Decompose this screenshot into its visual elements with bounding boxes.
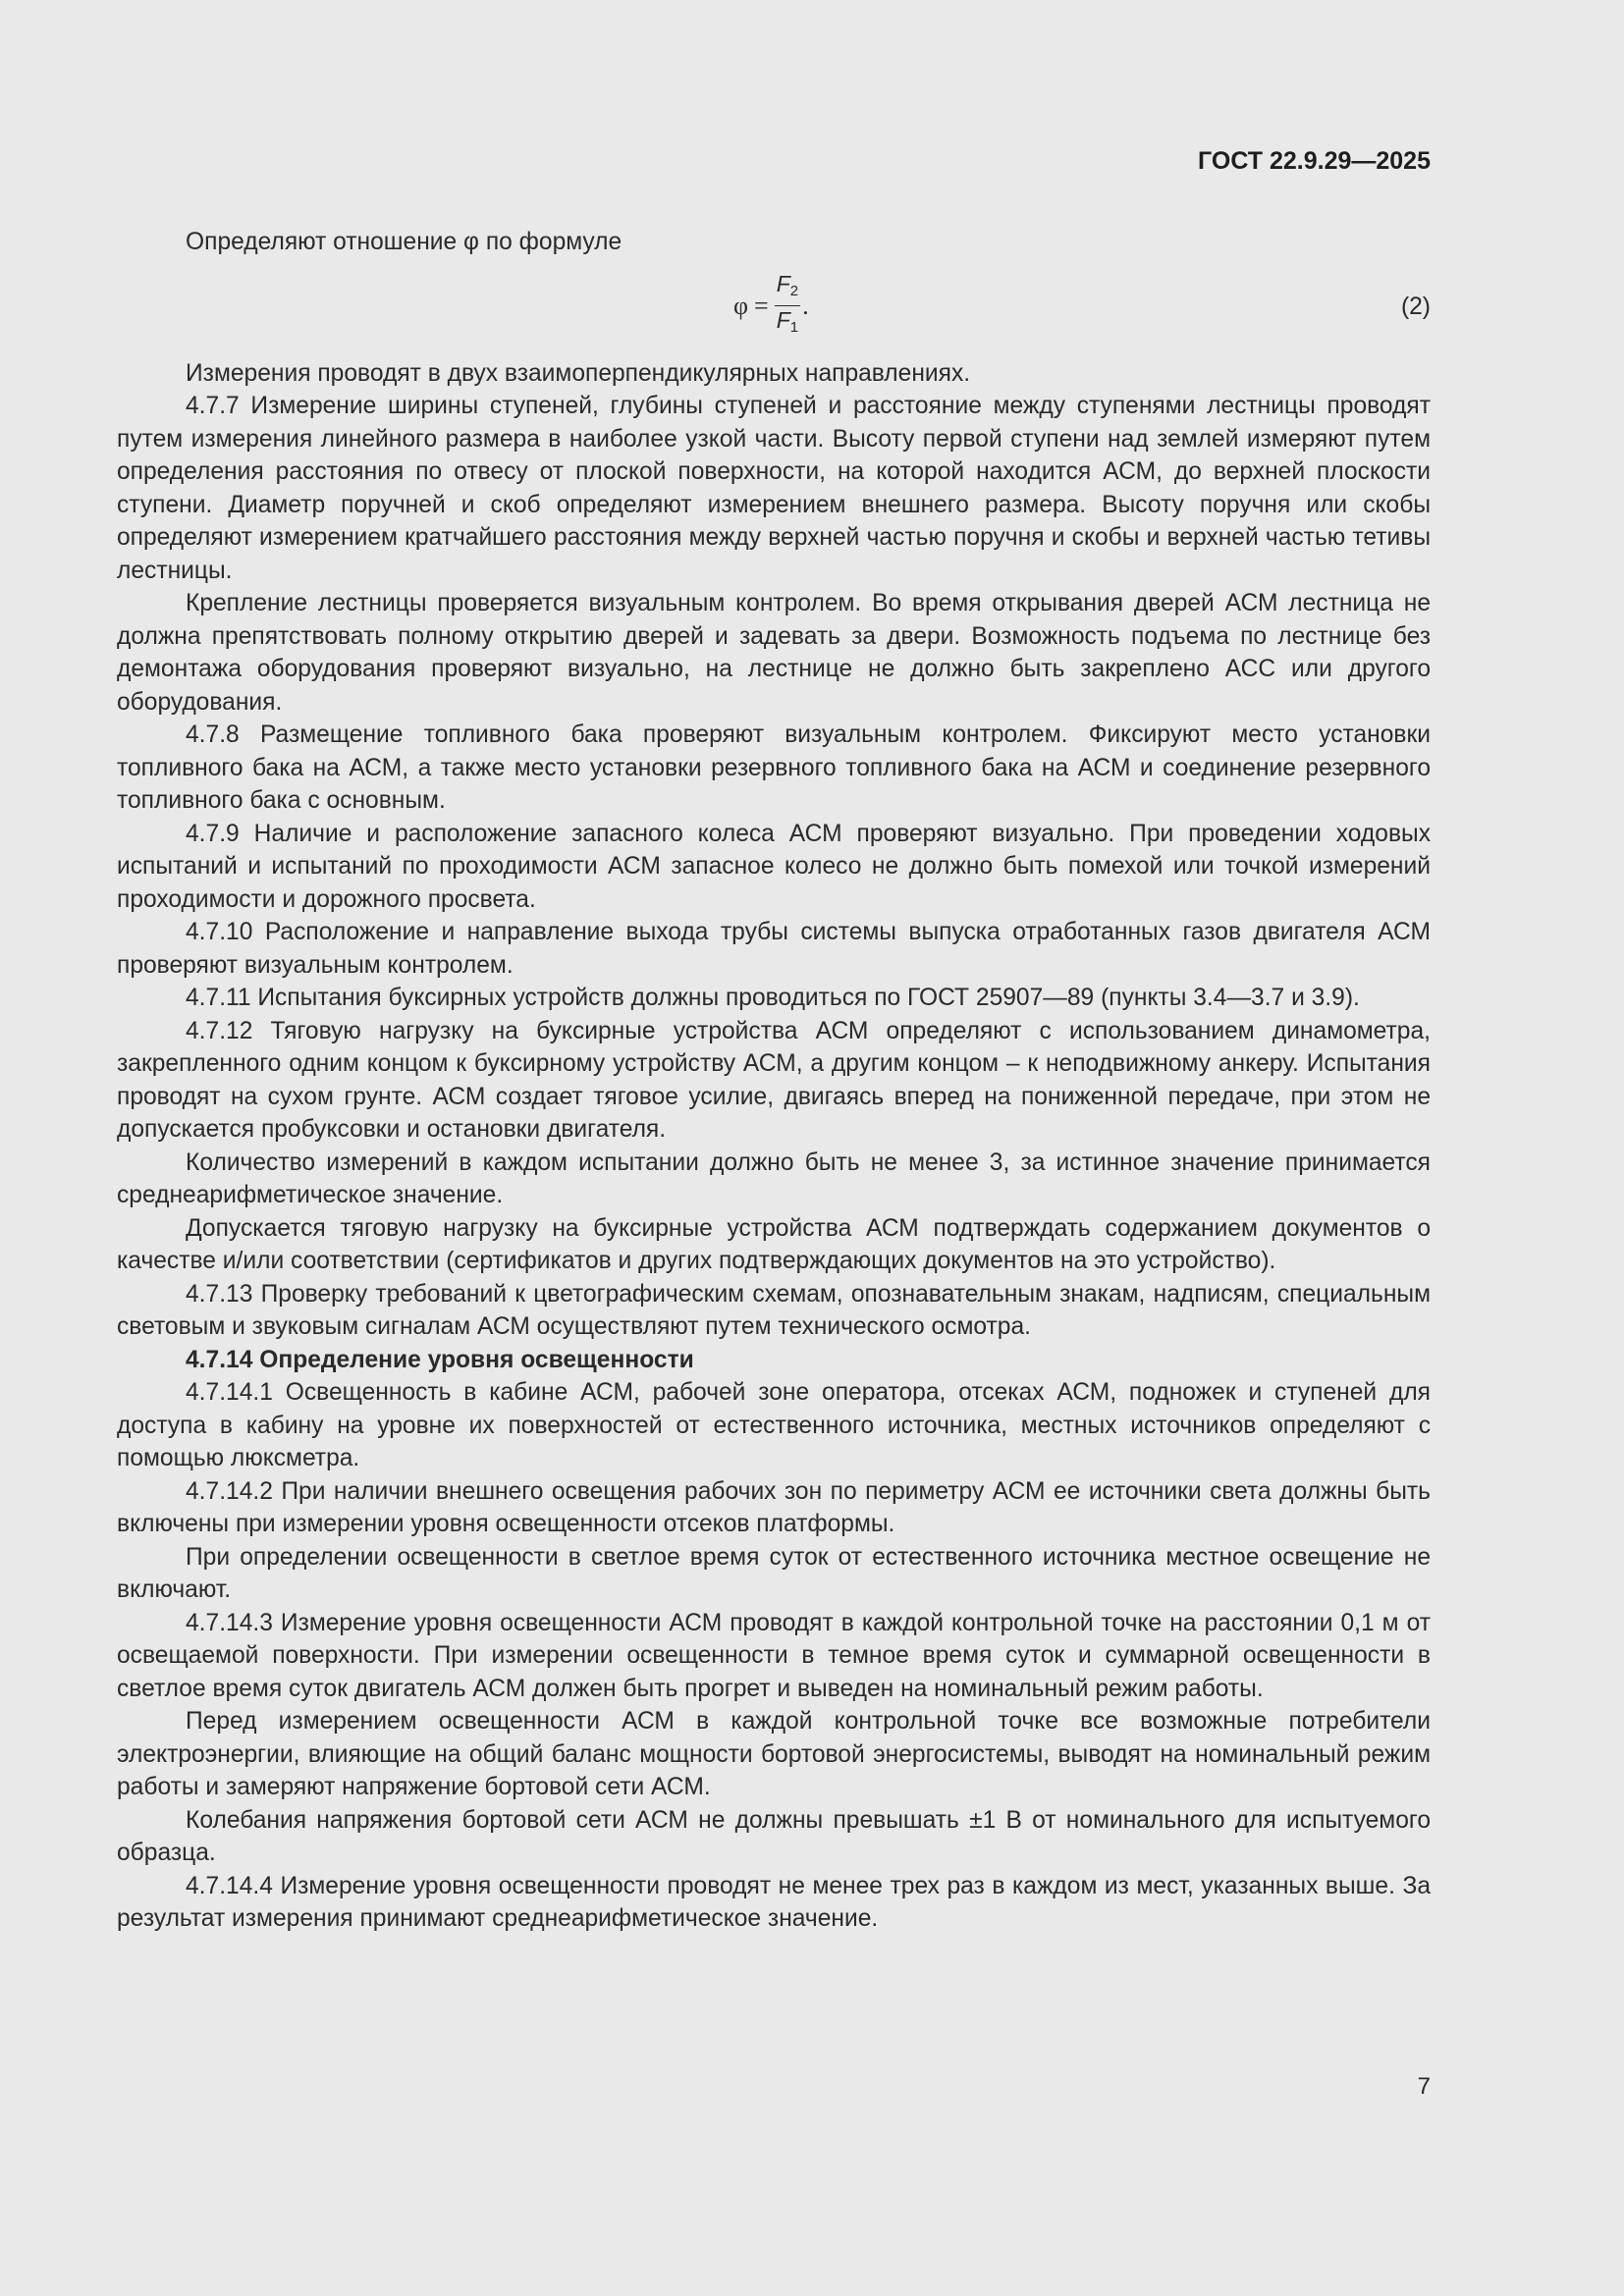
paragraph: 4.7.8 Размещение топливного бака проверяют визуальным контролем. Фиксируют место установки топливного бака на АСМ, а также место установки резервного топливного бака на АСМ и соединение резервного топливного бака с основным. [117,721,1431,814]
document-code: ГОСТ 22.9.29—2025 [1198,147,1431,175]
paragraph: Перед измерением освещенности АСМ в каждой контрольной точке все возможные потребители электроэнергии, влияющие на общий баланс мощности бортовой энергосистемы, выводят на номинальный режим работы и замеряют напряжение бортовой сети АСМ. [117,1708,1431,1800]
paragraph: 4.7.11 Испытания буксирных устройств должны проводиться по ГОСТ 25907—89 (пункты 3.4—3.7 и 3.9). [186,985,1360,1011]
formula-intro: Определяют отношение φ по формуле [186,229,623,255]
paragraph: Допускается тяговую нагрузку на буксирные устройства АСМ подтверждать содержанием документов о качестве и/или соответствии (сертификатов и других подтверждающих документов на это устройство). [117,1214,1431,1274]
paragraph: 4.7.14.2 При наличии внешнего освещения рабочих зон по периметру АСМ ее источники света должны быть включены при измерении уровня освещенности отсеков платформы. [117,1477,1431,1537]
paragraph: 4.7.10 Расположение и направление выхода трубы системы выпуска отработанных газов двигателя АСМ проверяют визуальным контролем. [117,919,1431,979]
formula-row [117,259,1431,357]
paragraph: 4.7.13 Проверку требований к цветографическим схемам, опознавательным знакам, надписям, специальным световым и звуковым сигналам АСМ осуществляют путем технического осмотра. [117,1280,1431,1340]
paragraph: Количество измерений в каждом испытании должно быть не менее 3, за истинное значение принимается среднеарифметическое значение. [117,1148,1431,1208]
paragraph: 4.7.7 Измерение ширины ступеней, глубины ступеней и расстояние между ступенями лестницы проводят путем измерения линейного размера в наиболее узкой части. Высоту первой ступени над землей измеряют путем определения расстояния по отвесу от плоской поверхности, на которой находится АСМ, до верхней плоскости ступени. Диаметр поручней и скоб определяют измерением внешнего размера. Высоту поручня или скобы определяют измерением кратчайшего расстояния между верхней частью поручня и скобы и верхней частью тетивы лестницы. [117,393,1431,584]
formula-numerator: $F_2$ [775,271,800,306]
formula-terminal: . [802,291,809,320]
paragraph: При определении освещенности в светлое время суток от естественного источника местное освещение не включают. [117,1543,1431,1603]
paragraph: Колебания напряжения бортовой сети АСМ не должны превышать ±1 В от номинального для испытуемого образца. [117,1806,1431,1866]
formula-equals: = [754,291,769,320]
paragraph: 4.7.14.4 Измерение уровня освещенности проводят не менее трех раз в каждом из мест, указанных выше. За результат измерения принимают среднеарифметическое значение. [117,1872,1431,1932]
page-number: 7 [1417,2073,1431,2100]
paragraph: 4.7.14.1 Освещенность в кабине АСМ, рабочей зоне оператора, отсеках АСМ, подножек и ступеней для доступа в кабину на уровне их поверхностей от естественного источника, местных источников определяют с помощью люксметра. [117,1379,1431,1471]
paragraph: 4.7.14.3 Измерение уровня освещенности АСМ проводят в каждой контрольной точке на расстоянии 0,1 м от освещаемой поверхности. При измерении освещенности в темное время суток и суммарной освещенности в светлое время суток двигатель АСМ должен быть прогрет и выведен на номинальный режим работы. [117,1609,1431,1702]
paragraph: Крепление лестницы проверяется визуальным контролем. Во время открывания дверей АСМ лестница не должна препятствовать полному открытию дверей и задевать за двери. Возможность подъема по лестнице без демонтажа оборудования проверяют визуально, на лестнице не должно быть закреплено АСС или другого оборудования. [117,590,1431,716]
formula [733,271,809,336]
formula-fraction [775,271,800,341]
formula-lhs: φ [733,291,749,320]
paragraph: 4.7.12 Тяговую нагрузку на буксирные устройства АСМ определяют с использованием динамометра, закрепленного одним концом к буксирному устройству АСМ, а другим концом – к неподвижному анкеру. Испытания проводят на сухом грунте. АСМ создает тяговое усилие, двигаясь вперед на пониженной передаче, при этом не допускается пробуксовки и остановки двигателя. [117,1017,1431,1143]
page-body [117,226,1431,1936]
section-heading: 4.7.14 Определение уровня освещенности [186,1346,694,1373]
paragraph: Измерения проводят в двух взаимоперпендикулярных направлениях. [186,359,971,387]
paragraph: 4.7.9 Наличие и расположение запасного колеса АСМ проверяют визуально. При проведении ходовых испытаний и испытаний по проходимости АСМ запасное колесо не должно быть помехой или точкой измерений проходимости и дорожного просвета. [117,820,1431,913]
formula-denominator: $F_1$ [776,307,799,336]
formula-number: (2) [1400,293,1431,320]
